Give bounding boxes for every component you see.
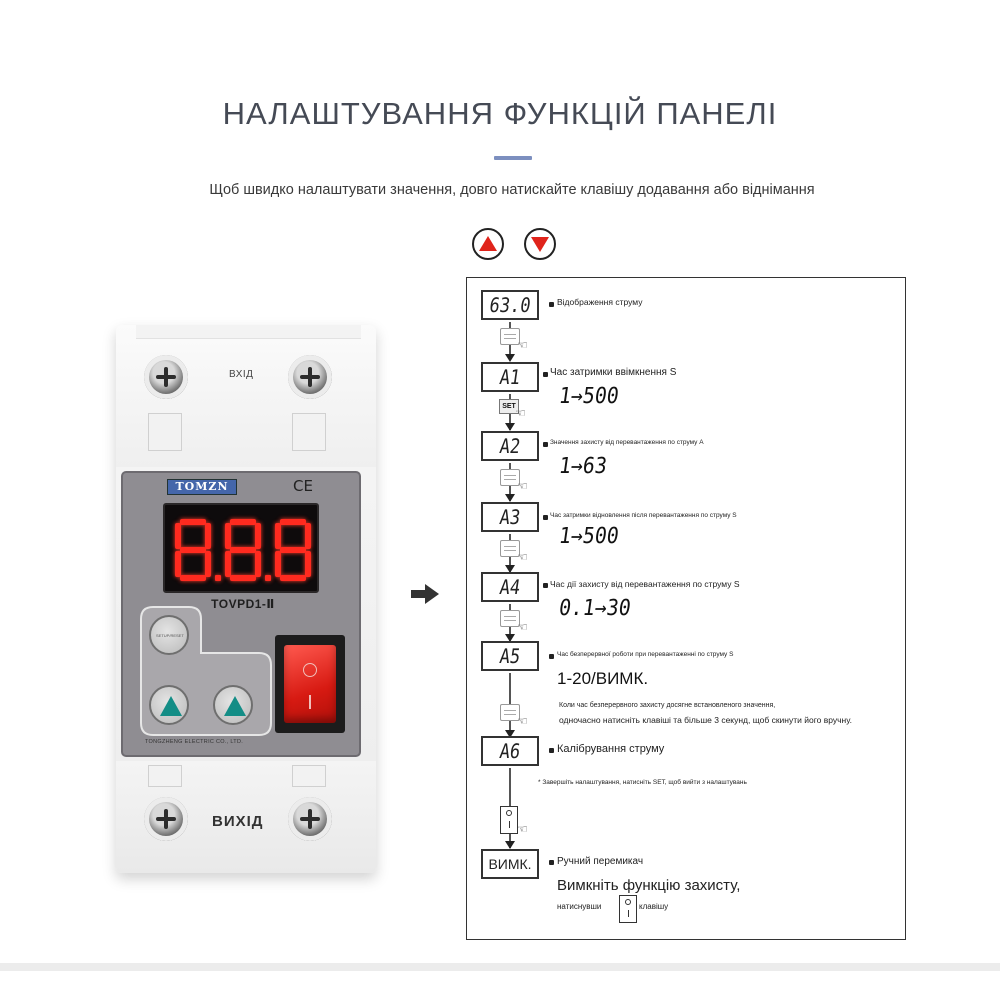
up-triangle-icon (474, 230, 502, 258)
toggle-switch-icon (500, 806, 518, 834)
on-symbol-icon (309, 695, 311, 709)
hand-pointer-icon: ☜ (517, 620, 528, 634)
hand-pointer-icon: ☜ (517, 479, 528, 493)
flow-step-desc: Відображення струму (557, 297, 643, 307)
led-display (163, 503, 319, 593)
flow-step-display: A4 (481, 572, 539, 602)
output-label: ВИХІД (212, 813, 264, 830)
terminal-slot (292, 765, 326, 787)
flow-step-desc: Час безперервної роботи при перевантаженні по струму S (557, 651, 734, 658)
flow-finish-note: * Завершіть налаштування, натисніть SET, щоб вийти з налаштувань (538, 779, 747, 786)
flow-step-range: 1-20/ВИМК. (557, 669, 649, 688)
flow-step-display: ВИМК. (481, 849, 539, 879)
hand-pointer-icon: ☜ (515, 406, 526, 420)
display-digit (225, 519, 261, 581)
rocker-switch[interactable] (275, 635, 345, 733)
input-label: ВХІД (229, 369, 254, 380)
flow-note: Коли час безперервного захисту досягне встановленого значення, (559, 702, 776, 709)
front-panel (121, 471, 361, 757)
flow-step-desc: Калібрування струму (557, 743, 665, 755)
terminal-slot (148, 765, 182, 787)
device-bottom-section (116, 761, 376, 873)
settings-flow-diagram (466, 277, 906, 940)
display-digit (275, 519, 311, 581)
keypad (139, 605, 273, 737)
flow-note: одночасно натисніть клавіші та більше 3 секунд, щоб скинути його вручну. (559, 715, 853, 725)
hand-pointer-icon: ☜ (517, 822, 528, 836)
flow-step-range: 0.1→30 (557, 596, 633, 621)
terminal-slot (292, 413, 326, 451)
down-button[interactable] (524, 228, 556, 260)
down-triangle-icon (526, 230, 554, 258)
input-screw-terminal (288, 355, 332, 399)
up-triangle-icon (224, 696, 246, 716)
device-illustration (100, 325, 390, 885)
flow-final-text: натиснувши (557, 902, 602, 911)
flow-step-range: 1→500 (557, 384, 621, 409)
input-screw-terminal (144, 355, 188, 399)
flow-final-text: клавішу (639, 902, 669, 911)
company-label: TONGZHENG ELECTRIC CO., LTD. (145, 739, 244, 745)
terminal-slot (148, 413, 182, 451)
title-underline (494, 156, 532, 160)
arrow-right-icon (409, 582, 441, 606)
hand-pointer-icon: ☜ (517, 714, 528, 728)
flow-step-display: A5 (481, 641, 539, 671)
flow-step-display: A1 (481, 362, 539, 392)
flow-step-display: 63.0 (481, 290, 539, 320)
set-key-icon: SET (499, 399, 519, 414)
page-title: НАЛАШТУВАННЯ ФУНКЦІЙ ПАНЕЛІ (222, 96, 778, 131)
set-reset-key[interactable]: SETUP/RESET (149, 615, 189, 655)
flow-step-desc: Ручний перемикач (557, 856, 644, 867)
device-top-section (116, 325, 376, 467)
model-label: TOVPD1-Ⅱ (211, 597, 275, 611)
up-key[interactable] (149, 685, 189, 725)
ce-mark: CE (293, 477, 313, 495)
flow-step-display: A6 (481, 736, 539, 766)
flow-step-range: 1→63 (557, 454, 609, 479)
flow-step-range: 1→500 (557, 524, 621, 549)
flow-step-desc: Час дії захисту від перевантаження по струму S (550, 579, 740, 589)
up-button[interactable] (472, 228, 504, 260)
display-digit (175, 519, 211, 581)
flow-step-desc: Час затримки ввімкнення S (550, 367, 677, 378)
flow-step-display: A2 (481, 431, 539, 461)
output-screw-terminal (288, 797, 332, 841)
footer-strip (0, 963, 1000, 971)
flow-final-text: Вимкніть функцію захисту, (557, 877, 741, 894)
up-key[interactable] (213, 685, 253, 725)
flow-step-desc: Час затримки відновлення після перевантаження по струму S (550, 512, 737, 519)
flow-step-display: A3 (481, 502, 539, 532)
output-screw-terminal (144, 797, 188, 841)
off-symbol-icon (303, 663, 317, 677)
device-body (116, 325, 376, 873)
flow-step-desc: Значення захисту від перевантаження по струму A (550, 439, 704, 446)
page-subtitle: Щоб швидко налаштувати значення, довго натискайте клавішу додавання або віднімання (209, 182, 815, 198)
brand-logo: TOMZN (167, 479, 237, 495)
hand-pointer-icon: ☜ (517, 550, 528, 564)
toggle-switch-icon (619, 895, 637, 923)
hand-pointer-icon: ☜ (517, 338, 528, 352)
up-triangle-icon (160, 696, 182, 716)
